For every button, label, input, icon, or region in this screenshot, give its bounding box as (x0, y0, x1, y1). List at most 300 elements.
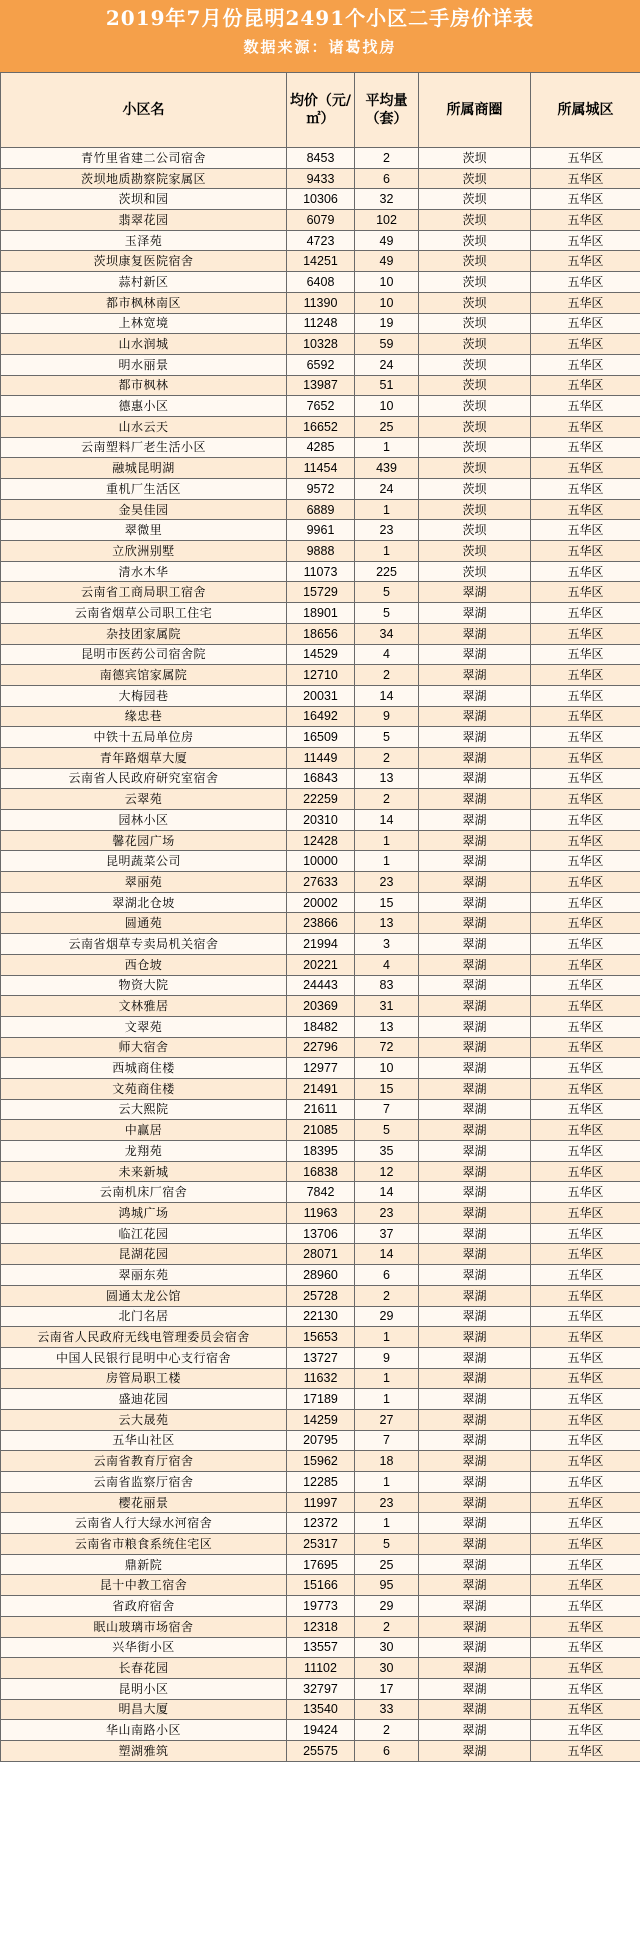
cell-price: 11449 (287, 747, 355, 768)
cell-district: 五华区 (531, 851, 640, 872)
cell-business-area: 翠湖 (419, 1099, 531, 1120)
table-row (1, 416, 640, 437)
cell-business-area: 翠湖 (419, 1534, 531, 1555)
table-row (1, 851, 640, 872)
price-table (0, 72, 640, 1762)
cell-name: 文翠苑 (1, 1016, 287, 1037)
cell-business-area: 茨坝 (419, 334, 531, 355)
cell-price: 24443 (287, 975, 355, 996)
cell-business-area: 翠湖 (419, 685, 531, 706)
cell-district: 五华区 (531, 1120, 640, 1141)
cell-name: 省政府宿舍 (1, 1596, 287, 1617)
cell-price: 21994 (287, 934, 355, 955)
cell-price: 6592 (287, 354, 355, 375)
cell-volume: 37 (355, 1223, 419, 1244)
table-row (1, 582, 640, 603)
cell-name: 昆明市医药公司宿舍院 (1, 644, 287, 665)
cell-price: 20369 (287, 996, 355, 1017)
cell-business-area: 翠湖 (419, 1678, 531, 1699)
cell-district: 五华区 (531, 1472, 640, 1493)
cell-district: 五华区 (531, 251, 640, 272)
cell-business-area: 翠湖 (419, 954, 531, 975)
cell-business-area: 翠湖 (419, 644, 531, 665)
cell-business-area: 翠湖 (419, 1513, 531, 1534)
table-row (1, 1596, 640, 1617)
cell-business-area: 翠湖 (419, 934, 531, 955)
cell-district: 五华区 (531, 685, 640, 706)
cell-name: 德惠小区 (1, 396, 287, 417)
cell-price: 32797 (287, 1678, 355, 1699)
cell-district: 五华区 (531, 1637, 640, 1658)
cell-volume: 25 (355, 1554, 419, 1575)
cell-district: 五华区 (531, 479, 640, 500)
cell-name: 西城商住楼 (1, 1058, 287, 1079)
cell-price: 12318 (287, 1616, 355, 1637)
cell-district: 五华区 (531, 1389, 640, 1410)
table-row (1, 148, 640, 169)
cell-volume: 5 (355, 727, 419, 748)
cell-district: 五华区 (531, 396, 640, 417)
cell-district: 五华区 (531, 1016, 640, 1037)
cell-business-area: 翠湖 (419, 1554, 531, 1575)
cell-volume: 4 (355, 644, 419, 665)
cell-price: 6408 (287, 272, 355, 293)
cell-price: 22796 (287, 1037, 355, 1058)
table-row (1, 1120, 640, 1141)
table-row (1, 913, 640, 934)
table-row (1, 623, 640, 644)
table-row (1, 1409, 640, 1430)
cell-price: 12372 (287, 1513, 355, 1534)
table-row (1, 561, 640, 582)
cell-volume: 49 (355, 230, 419, 251)
cell-price: 12428 (287, 830, 355, 851)
cell-name: 云南省监察厅宿舍 (1, 1472, 287, 1493)
table-row (1, 499, 640, 520)
cell-price: 14259 (287, 1409, 355, 1430)
cell-district: 五华区 (531, 872, 640, 893)
cell-price: 12977 (287, 1058, 355, 1079)
cell-name: 都市枫林 (1, 375, 287, 396)
cell-business-area: 翠湖 (419, 747, 531, 768)
header-row (1, 73, 640, 148)
cell-volume: 34 (355, 623, 419, 644)
cell-price: 11073 (287, 561, 355, 582)
table-row (1, 251, 640, 272)
cell-name: 兴华街小区 (1, 1637, 287, 1658)
cell-price: 18901 (287, 603, 355, 624)
cell-business-area: 茨坝 (419, 292, 531, 313)
cell-volume: 23 (355, 1203, 419, 1224)
cell-volume: 12 (355, 1161, 419, 1182)
cell-price: 15962 (287, 1451, 355, 1472)
cell-district: 五华区 (531, 975, 640, 996)
column-header-business-area: 所属商圈 (419, 73, 531, 148)
table-row (1, 1472, 640, 1493)
cell-volume: 27 (355, 1409, 419, 1430)
cell-business-area: 翠湖 (419, 1658, 531, 1679)
cell-volume: 2 (355, 1720, 419, 1741)
cell-business-area: 翠湖 (419, 996, 531, 1017)
cell-volume: 35 (355, 1141, 419, 1162)
cell-district: 五华区 (531, 354, 640, 375)
table-row (1, 1306, 640, 1327)
cell-district: 五华区 (531, 1327, 640, 1348)
cell-name: 圆通苑 (1, 913, 287, 934)
cell-price: 16843 (287, 768, 355, 789)
cell-business-area: 翠湖 (419, 1078, 531, 1099)
cell-price: 13987 (287, 375, 355, 396)
cell-district: 五华区 (531, 210, 640, 231)
cell-business-area: 翠湖 (419, 1596, 531, 1617)
table-body (1, 148, 640, 1762)
cell-business-area: 翠湖 (419, 830, 531, 851)
table-row (1, 1637, 640, 1658)
cell-price: 16652 (287, 416, 355, 437)
cell-volume: 29 (355, 1596, 419, 1617)
cell-business-area: 翠湖 (419, 1472, 531, 1493)
cell-business-area: 翠湖 (419, 1575, 531, 1596)
cell-district: 五华区 (531, 644, 640, 665)
cell-name: 山水润城 (1, 334, 287, 355)
cell-volume: 29 (355, 1306, 419, 1327)
cell-name: 华山南路小区 (1, 1720, 287, 1741)
cell-price: 13540 (287, 1699, 355, 1720)
cell-district: 五华区 (531, 272, 640, 293)
cell-business-area: 茨坝 (419, 437, 531, 458)
cell-name: 青年路烟草大厦 (1, 747, 287, 768)
cell-business-area: 翠湖 (419, 1306, 531, 1327)
cell-price: 9888 (287, 541, 355, 562)
cell-name: 樱花丽景 (1, 1492, 287, 1513)
cell-district: 五华区 (531, 1078, 640, 1099)
cell-price: 14251 (287, 251, 355, 272)
cell-district: 五华区 (531, 934, 640, 955)
table-row (1, 334, 640, 355)
cell-volume: 72 (355, 1037, 419, 1058)
table-row (1, 1141, 640, 1162)
table-row (1, 1658, 640, 1679)
cell-business-area: 茨坝 (419, 189, 531, 210)
cell-business-area: 茨坝 (419, 375, 531, 396)
cell-business-area: 翠湖 (419, 851, 531, 872)
cell-price: 11454 (287, 458, 355, 479)
cell-business-area: 翠湖 (419, 1430, 531, 1451)
cell-name: 云大熙院 (1, 1099, 287, 1120)
cell-name: 翠微里 (1, 520, 287, 541)
cell-district: 五华区 (531, 541, 640, 562)
cell-business-area: 翠湖 (419, 810, 531, 831)
cell-price: 22130 (287, 1306, 355, 1327)
cell-volume: 25 (355, 416, 419, 437)
table-row (1, 210, 640, 231)
cell-volume: 2 (355, 789, 419, 810)
cell-name: 翠丽苑 (1, 872, 287, 893)
cell-name: 明水丽景 (1, 354, 287, 375)
cell-volume: 14 (355, 810, 419, 831)
table-row (1, 706, 640, 727)
cell-business-area: 茨坝 (419, 210, 531, 231)
cell-district: 五华区 (531, 1430, 640, 1451)
cell-business-area: 茨坝 (419, 499, 531, 520)
cell-name: 青竹里省建二公司宿舍 (1, 148, 287, 169)
cell-business-area: 翠湖 (419, 665, 531, 686)
cell-business-area: 翠湖 (419, 1451, 531, 1472)
cell-name: 眠山玻璃市场宿舍 (1, 1616, 287, 1637)
table-row (1, 1451, 640, 1472)
cell-name: 昆明蔬菜公司 (1, 851, 287, 872)
cell-district: 五华区 (531, 1720, 640, 1741)
cell-price: 10000 (287, 851, 355, 872)
cell-volume: 24 (355, 354, 419, 375)
cell-name: 云南省烟草公司职工住宅 (1, 603, 287, 624)
cell-business-area: 翠湖 (419, 1182, 531, 1203)
cell-price: 28960 (287, 1265, 355, 1286)
cell-volume: 1 (355, 499, 419, 520)
table-row (1, 1740, 640, 1761)
cell-volume: 2 (355, 1616, 419, 1637)
table-row (1, 541, 640, 562)
cell-district: 五华区 (531, 1265, 640, 1286)
table-row (1, 644, 640, 665)
cell-business-area: 翠湖 (419, 1389, 531, 1410)
column-header-volume: 平均量（套） (355, 73, 419, 148)
cell-price: 18395 (287, 1141, 355, 1162)
cell-name: 云南省市粮食系统住宅区 (1, 1534, 287, 1555)
table-row (1, 685, 640, 706)
cell-volume: 19 (355, 313, 419, 334)
table-row (1, 354, 640, 375)
cell-price: 15729 (287, 582, 355, 603)
cell-name: 北门名居 (1, 1306, 287, 1327)
cell-price: 9433 (287, 168, 355, 189)
cell-volume: 18 (355, 1451, 419, 1472)
table-row (1, 1368, 640, 1389)
column-header-name: 小区名 (1, 73, 287, 148)
table-row (1, 1720, 640, 1741)
table-row (1, 458, 640, 479)
cell-business-area: 茨坝 (419, 313, 531, 334)
table-row (1, 975, 640, 996)
cell-district: 五华区 (531, 1513, 640, 1534)
cell-name: 翠丽东苑 (1, 1265, 287, 1286)
table-row (1, 1699, 640, 1720)
cell-district: 五华区 (531, 1616, 640, 1637)
table-row (1, 520, 640, 541)
cell-district: 五华区 (531, 499, 640, 520)
cell-name: 鼎新院 (1, 1554, 287, 1575)
cell-volume: 83 (355, 975, 419, 996)
table-row (1, 1016, 640, 1037)
cell-district: 五华区 (531, 148, 640, 169)
cell-business-area: 翠湖 (419, 1244, 531, 1265)
cell-name: 云南省工商局职工宿舍 (1, 582, 287, 603)
table-row (1, 168, 640, 189)
cell-business-area: 翠湖 (419, 1492, 531, 1513)
cell-name: 缘忠巷 (1, 706, 287, 727)
cell-name: 南德宾馆家属院 (1, 665, 287, 686)
cell-price: 20310 (287, 810, 355, 831)
cell-volume: 30 (355, 1658, 419, 1679)
cell-price: 25317 (287, 1534, 355, 1555)
cell-volume: 5 (355, 582, 419, 603)
cell-volume: 1 (355, 830, 419, 851)
cell-name: 云南省人民政府研究室宿舍 (1, 768, 287, 789)
cell-volume: 49 (355, 251, 419, 272)
cell-district: 五华区 (531, 334, 640, 355)
cell-district: 五华区 (531, 1037, 640, 1058)
cell-name: 茨坝地质勘察院家属区 (1, 168, 287, 189)
cell-name: 茨坝康复医院宿舍 (1, 251, 287, 272)
cell-volume: 2 (355, 665, 419, 686)
cell-name: 昆十中教工宿舍 (1, 1575, 287, 1596)
table-row (1, 872, 640, 893)
cell-district: 五华区 (531, 375, 640, 396)
cell-business-area: 翠湖 (419, 1409, 531, 1430)
cell-price: 4285 (287, 437, 355, 458)
table-row (1, 1058, 640, 1079)
cell-name: 云南省教育厅宿舍 (1, 1451, 287, 1472)
cell-name: 盛迪花园 (1, 1389, 287, 1410)
cell-volume: 1 (355, 437, 419, 458)
cell-volume: 2 (355, 747, 419, 768)
cell-district: 五华区 (531, 727, 640, 748)
cell-business-area: 翠湖 (419, 1347, 531, 1368)
cell-name: 中铁十五局单位房 (1, 727, 287, 748)
table-row (1, 747, 640, 768)
cell-price: 7842 (287, 1182, 355, 1203)
cell-district: 五华区 (531, 1554, 640, 1575)
table-row (1, 665, 640, 686)
table-row (1, 1203, 640, 1224)
cell-business-area: 翠湖 (419, 975, 531, 996)
cell-volume: 9 (355, 706, 419, 727)
cell-volume: 6 (355, 1740, 419, 1761)
cell-volume: 15 (355, 1078, 419, 1099)
cell-name: 立欣洲别墅 (1, 541, 287, 562)
cell-name: 翠湖北仓坡 (1, 892, 287, 913)
cell-district: 五华区 (531, 1740, 640, 1761)
cell-price: 10306 (287, 189, 355, 210)
cell-district: 五华区 (531, 313, 640, 334)
cell-price: 7652 (287, 396, 355, 417)
table-row (1, 1492, 640, 1513)
cell-price: 11390 (287, 292, 355, 313)
cell-price: 17695 (287, 1554, 355, 1575)
cell-name: 文林雅居 (1, 996, 287, 1017)
cell-district: 五华区 (531, 1203, 640, 1224)
table-row (1, 934, 640, 955)
cell-volume: 95 (355, 1575, 419, 1596)
cell-price: 12285 (287, 1472, 355, 1493)
cell-district: 五华区 (531, 582, 640, 603)
cell-price: 16492 (287, 706, 355, 727)
table-row (1, 727, 640, 748)
cell-price: 28071 (287, 1244, 355, 1265)
cell-name: 茨坝和园 (1, 189, 287, 210)
cell-business-area: 翠湖 (419, 1058, 531, 1079)
cell-price: 20031 (287, 685, 355, 706)
cell-district: 五华区 (531, 1368, 640, 1389)
cell-district: 五华区 (531, 665, 640, 686)
table-row (1, 1327, 640, 1348)
cell-district: 五华区 (531, 168, 640, 189)
cell-district: 五华区 (531, 1141, 640, 1162)
cell-business-area: 茨坝 (419, 479, 531, 500)
table-row (1, 479, 640, 500)
cell-name: 大梅园巷 (1, 685, 287, 706)
title-banner (0, 0, 640, 72)
cell-volume: 23 (355, 1492, 419, 1513)
cell-name: 园林小区 (1, 810, 287, 831)
cell-name: 云大晟苑 (1, 1409, 287, 1430)
cell-district: 五华区 (531, 603, 640, 624)
cell-volume: 4 (355, 954, 419, 975)
cell-business-area: 茨坝 (419, 458, 531, 479)
cell-district: 五华区 (531, 1161, 640, 1182)
cell-name: 清水木华 (1, 561, 287, 582)
cell-volume: 5 (355, 1120, 419, 1141)
cell-price: 15653 (287, 1327, 355, 1348)
cell-price: 13557 (287, 1637, 355, 1658)
cell-volume: 1 (355, 1389, 419, 1410)
cell-volume: 225 (355, 561, 419, 582)
cell-business-area: 翠湖 (419, 1265, 531, 1286)
cell-volume: 23 (355, 872, 419, 893)
cell-price: 25728 (287, 1285, 355, 1306)
table-row (1, 1347, 640, 1368)
cell-volume: 2 (355, 148, 419, 169)
table-row (1, 1182, 640, 1203)
cell-volume: 30 (355, 1637, 419, 1658)
cell-district: 五华区 (531, 623, 640, 644)
cell-name: 重机厂生活区 (1, 479, 287, 500)
cell-volume: 102 (355, 210, 419, 231)
cell-name: 鸿城广场 (1, 1203, 287, 1224)
cell-price: 11248 (287, 313, 355, 334)
cell-district: 五华区 (531, 1534, 640, 1555)
cell-price: 21491 (287, 1078, 355, 1099)
cell-volume: 1 (355, 1327, 419, 1348)
cell-name: 蒜村新区 (1, 272, 287, 293)
cell-business-area: 茨坝 (419, 354, 531, 375)
table-row (1, 810, 640, 831)
cell-volume: 14 (355, 1182, 419, 1203)
cell-name: 云南省烟草专卖局机关宿舍 (1, 934, 287, 955)
cell-price: 18656 (287, 623, 355, 644)
cell-business-area: 翠湖 (419, 727, 531, 748)
cell-price: 4723 (287, 230, 355, 251)
cell-volume: 9 (355, 1347, 419, 1368)
cell-district: 五华区 (531, 892, 640, 913)
cell-district: 五华区 (531, 1099, 640, 1120)
cell-volume: 23 (355, 520, 419, 541)
cell-volume: 6 (355, 1265, 419, 1286)
cell-business-area: 翠湖 (419, 1327, 531, 1348)
cell-name: 云南省人民政府无线电管理委员会宿舍 (1, 1327, 287, 1348)
cell-name: 昆湖花园 (1, 1244, 287, 1265)
table-row (1, 1223, 640, 1244)
table-row (1, 292, 640, 313)
cell-business-area: 翠湖 (419, 603, 531, 624)
cell-district: 五华区 (531, 768, 640, 789)
cell-business-area: 翠湖 (419, 1368, 531, 1389)
table-row (1, 1430, 640, 1451)
cell-business-area: 翠湖 (419, 623, 531, 644)
cell-district: 五华区 (531, 416, 640, 437)
cell-district: 五华区 (531, 747, 640, 768)
cell-district: 五华区 (531, 810, 640, 831)
